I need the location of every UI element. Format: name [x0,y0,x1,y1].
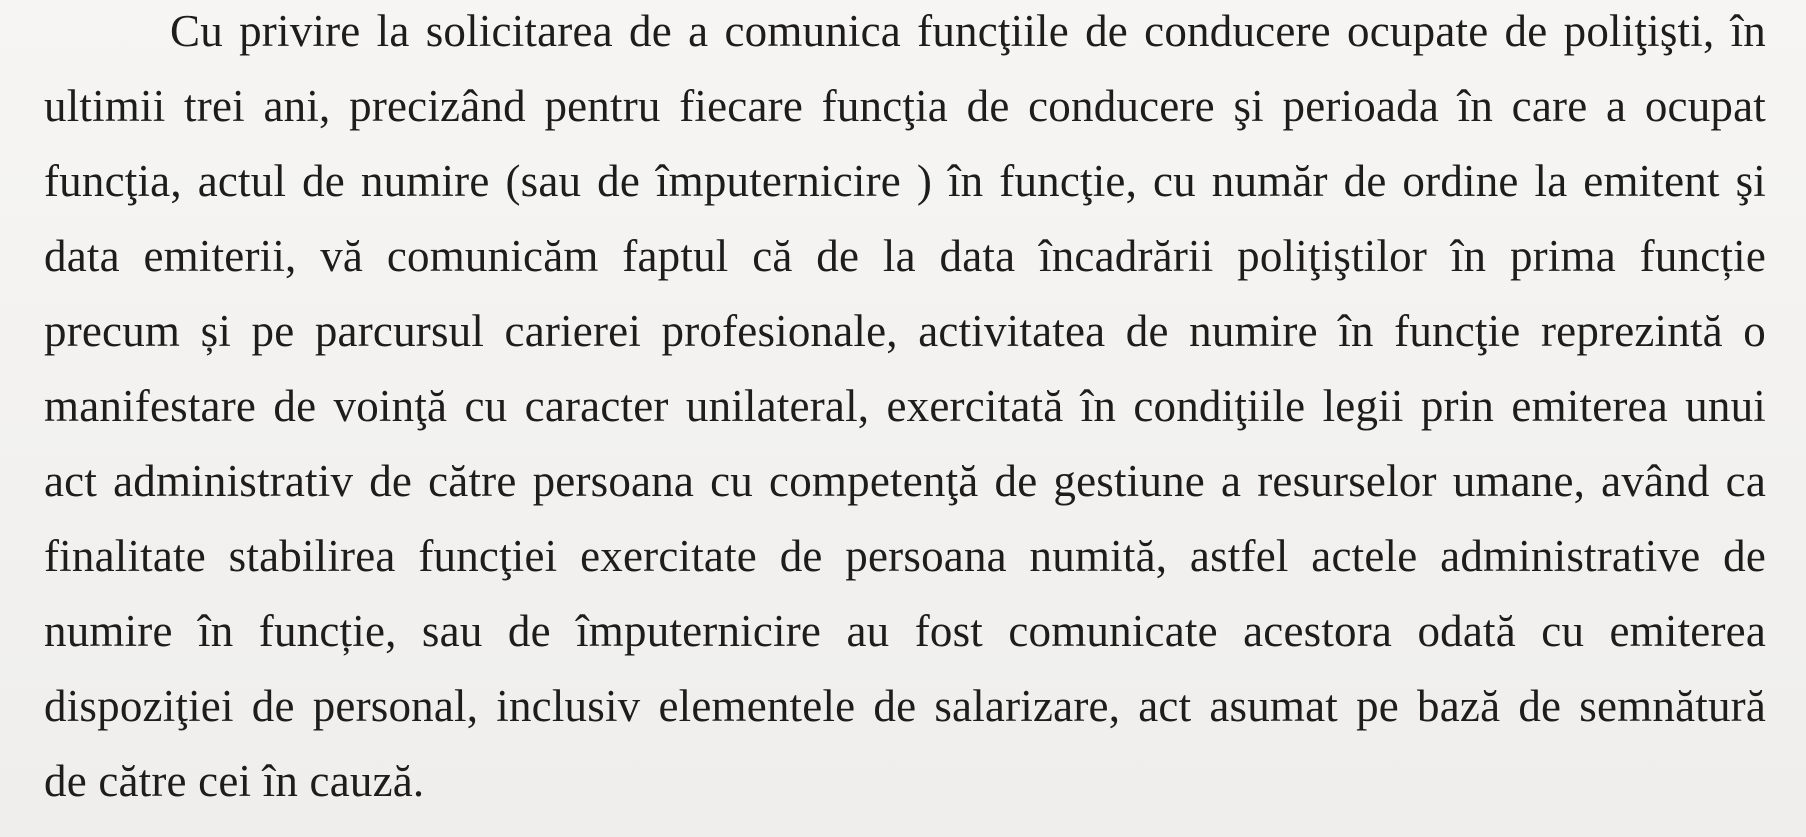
paragraph-line-8: finalitate stabilirea funcţiei exercitate de persoana numită, astfel actele administrative de [44,531,1766,581]
paragraph-line-2: ultimii trei ani, precizând pentru fiecare funcţia de conducere şi perioada în care a ocupat [44,81,1766,131]
paragraph-line-11: de către cei în cauză. [44,756,425,806]
paragraph-line-10: dispoziţiei de personal, inclusiv elementele de salarizare, act asumat pe bază de semnătură [44,681,1766,731]
paragraph-line-1: Cu privire la solicitarea de a comunica funcţiile de conducere ocupate de poliţişti, în [170,6,1766,56]
paragraph-line-6: manifestare de voinţă cu caracter unilateral, exercitată în condiţiile legii prin emiterea unui [44,381,1766,431]
paragraph-line-9: numire în funcție, sau de împuternicire au fost comunicate acestora odată cu emiterea [44,606,1766,656]
paragraph-line-7: act administrativ de către persoana cu competenţă de gestiune a resurselor umane, având ca [44,456,1766,506]
paragraph-line-4: data emiterii, vă comunicăm faptul că de la data încadrării poliţiştilor în prima funcție [44,231,1766,281]
paragraph-line-3: funcţia, actul de numire (sau de împuternicire ) în funcţie, cu număr de ordine la emitent şi [44,156,1766,206]
paragraph-line-5: precum și pe parcursul carierei profesionale, activitatea de numire în funcţie reprezintă o [44,306,1766,356]
